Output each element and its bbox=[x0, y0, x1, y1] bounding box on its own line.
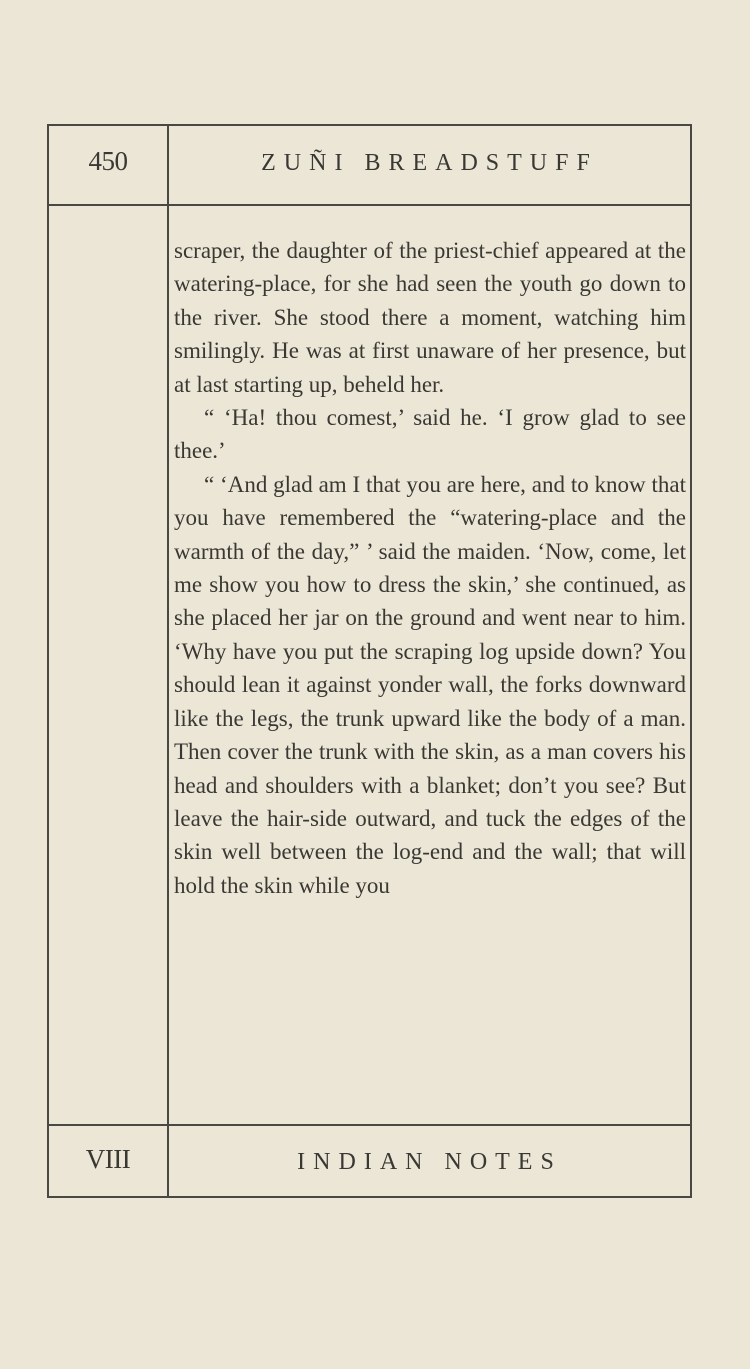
running-title: ZUÑI BREADSTUFF bbox=[261, 150, 598, 176]
page-number: 450 bbox=[88, 146, 128, 176]
page-frame bbox=[47, 124, 692, 1198]
footer-rule bbox=[49, 1124, 690, 1126]
paragraph-1: scraper, the daughter of the priest-chief appeared at the watering-place, for she had seen the youth go down to the river. She stood there a moment, watching him smilingly. He was at first unaware of her presence, but at last starting up, beheld her. bbox=[174, 238, 686, 397]
paragraph-2: “ ‘Ha! thou comest,’ said he. ‘I grow glad to see thee.’ bbox=[174, 405, 686, 464]
volume-number: VIII bbox=[85, 1144, 131, 1174]
series-title: INDIAN NOTES bbox=[297, 1149, 562, 1175]
body-text bbox=[174, 234, 686, 902]
header-rule bbox=[49, 204, 690, 206]
paragraph-3: “ ‘And glad am I that you are here, and to know that you have remembered the “watering-place and the warmth of the day,” ’ said the maiden. ‘Now, come, let me show you how to dress the skin,’ she continued, as she placed her jar on the ground and went near to him. ‘Why have you put the scraping log upside down? You should lean it against yonder wall, the forks downward like the legs, the trunk upward like the body of a man. Then cover the trunk with the skin, as a man covers his head and shoulders with a blanket; don’t you see? But leave the hair-side outward, and tuck the edges of the skin well between the log-end and the wall; that will hold the skin while you bbox=[174, 471, 686, 898]
margin-rule bbox=[167, 126, 169, 1196]
